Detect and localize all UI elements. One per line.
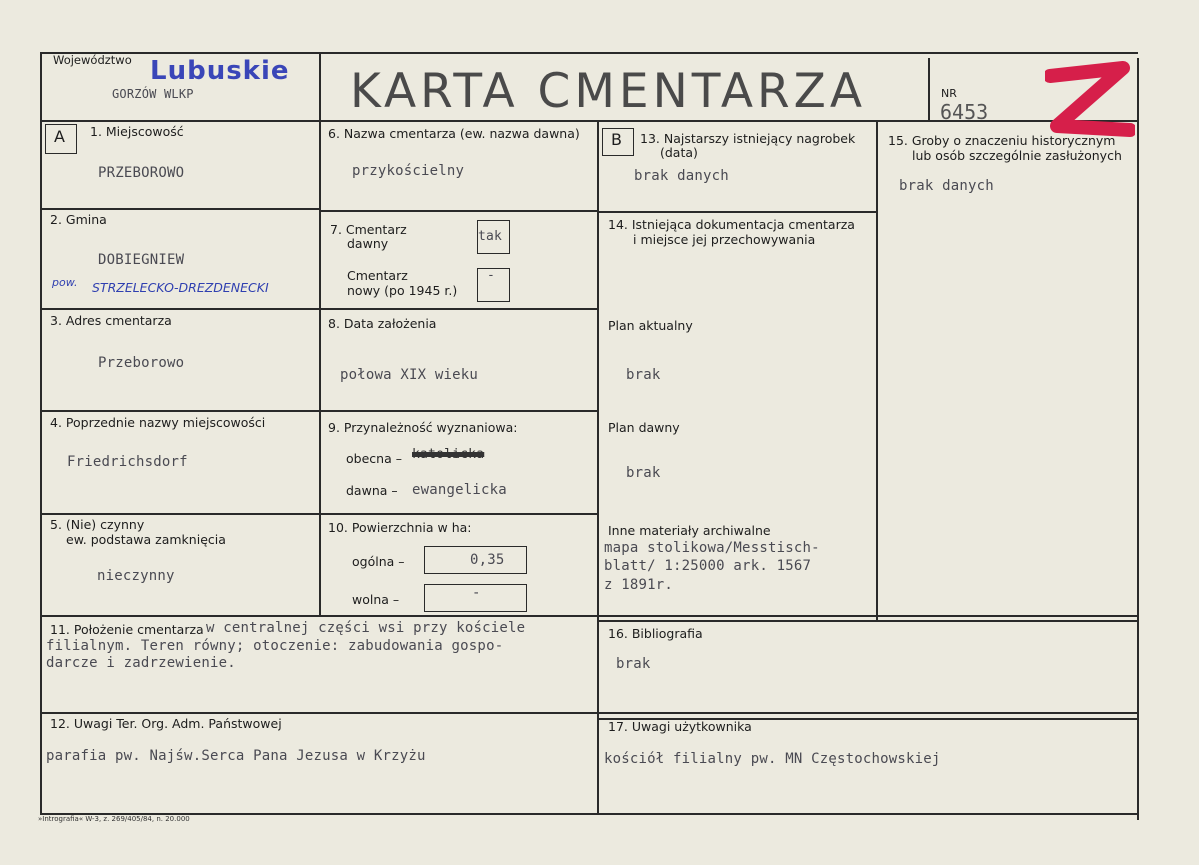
b-row-line-1: [599, 211, 876, 213]
f13-label-1: 13. Najstarszy istniejący nagrobek: [640, 131, 856, 146]
f9-dawna-value: ewangelicka: [412, 482, 507, 498]
frame-top: [42, 52, 1138, 54]
row-line-4: [42, 513, 597, 515]
f14-inne-line-1: mapa stolikowa/Messtisch-: [604, 540, 820, 556]
f9-obecna-label: obecna –: [346, 451, 402, 466]
f14-label-1: 14. Istniejąca dokumentacja cmentarza: [608, 217, 855, 232]
f11-value-line-3: darcze i zadrzewienie.: [46, 655, 236, 671]
card-title: KARTA CMENTARZA: [350, 64, 866, 119]
f17-value: kościół filialny pw. MN Częstochowskiej: [604, 751, 941, 767]
f2-pow-value: STRZELECKO-DREZDENECKI: [92, 280, 269, 295]
f10-ogolna-value: 0,35: [470, 552, 505, 568]
f2-label: 2. Gmina: [50, 212, 107, 227]
f7-nowy-label-1: Cmentarz: [347, 268, 408, 283]
f10-ogolna-label: ogólna –: [352, 554, 405, 569]
f3-value: Przeborowo: [98, 355, 185, 371]
f12-value: parafia pw. Najśw.Serca Pana Jezusa w Krzyżu: [46, 748, 426, 764]
f11-value-line-1: w centralnej części wsi przy kościele: [206, 620, 526, 636]
f7-dawny-value: tak: [478, 229, 503, 244]
f12-label: 12. Uwagi Ter. Org. Adm. Państwowej: [50, 716, 282, 731]
header-divider-1: [319, 52, 321, 617]
f5-label-1: 5. (Nie) czynny: [50, 517, 145, 532]
nr-value: 6453: [940, 100, 989, 124]
f6-value: przykościelny: [352, 163, 465, 179]
row-line-1: [42, 208, 319, 210]
row-line-5: [42, 615, 1138, 617]
f14-inne-line-2: blatt/ 1:25000 ark. 1567: [604, 558, 812, 574]
f11-label: 11. Położenie cmentarza: [50, 622, 204, 637]
f14-plan-dawny-label: Plan dawny: [608, 420, 680, 435]
f4-value: Friedrichsdorf: [67, 454, 188, 470]
mid-col-line-1: [321, 210, 597, 212]
frame-left: [40, 52, 42, 815]
f17-label: 17. Uwagi użytkownika: [608, 719, 752, 734]
f13-value: brak danych: [634, 168, 729, 184]
section-a-letter: A: [54, 127, 65, 146]
frame-bottom: [40, 813, 1139, 815]
f10-wolna-value: -: [472, 585, 481, 601]
f7-dawny-label-2: dawny: [347, 236, 389, 251]
f15-label-2: lub osób szczególnie zasłużonych: [912, 148, 1122, 163]
f7-nowy-value: -: [487, 268, 496, 283]
f2-value: DOBIEGNIEW: [98, 252, 185, 268]
row-line-6: [42, 712, 1138, 714]
f9-dawna-label: dawna –: [346, 483, 398, 498]
row-line-2: [42, 308, 597, 310]
f5-value: nieczynny: [97, 568, 175, 584]
nr-label: NR: [941, 87, 957, 100]
f6-label: 6. Nazwa cmentarza (ew. nazwa dawna): [328, 126, 580, 141]
f11-value-line-2: filialnym. Teren równy; otoczenie: zabudowania gospo-: [46, 638, 504, 654]
f15-label-1: 15. Groby o znaczeniu historycznym: [888, 133, 1116, 148]
f15-value: brak danych: [899, 178, 994, 194]
col-divider-b15: [876, 122, 878, 620]
wojewodztwo-typed: GORZÓW WLKP: [112, 87, 194, 101]
f14-plan-aktualny-label: Plan aktualny: [608, 318, 693, 333]
f9-obecna-value: katolicka: [412, 447, 485, 462]
b-bottom-line: [599, 620, 1139, 622]
f7-dawny-label-1: 7. Cmentarz: [330, 222, 407, 237]
f14-plan-aktualny-value: brak: [626, 367, 661, 383]
f7-nowy-label-2: nowy (po 1945 r.): [347, 283, 458, 298]
f14-plan-dawny-value: brak: [626, 465, 661, 481]
f2-pow-prefix: pow.: [52, 276, 78, 289]
f16-value: brak: [616, 656, 651, 672]
f1-label: 1. Miejscowość: [90, 124, 184, 139]
f8-label: 8. Data założenia: [328, 316, 437, 331]
f14-inne-label: Inne materiały archiwalne: [608, 523, 771, 538]
f9-label: 9. Przynależność wyznaniowa:: [328, 420, 518, 435]
header-divider-2: [928, 58, 930, 122]
f13-label-2: (data): [660, 145, 698, 160]
f16-label: 16. Bibliografia: [608, 626, 703, 641]
wojewodztwo-label: Województwo: [53, 53, 132, 67]
f10-label: 10. Powierzchnia w ha:: [328, 520, 472, 535]
wojewodztwo-stamp: Lubuskie: [150, 56, 290, 86]
f5-label-2: ew. podstawa zamknięcia: [66, 532, 226, 547]
section-b-letter: B: [611, 130, 622, 149]
f14-inne-line-3: z 1891r.: [604, 577, 674, 593]
f4-label: 4. Poprzednie nazwy miejscowości: [50, 415, 266, 430]
f3-label: 3. Adres cmentarza: [50, 313, 172, 328]
f1-value: PRZEBOROWO: [98, 165, 185, 181]
f10-wolna-label: wolna –: [352, 592, 400, 607]
f8-value: połowa XIX wieku: [340, 367, 479, 383]
red-z-mark: [1045, 58, 1135, 138]
frame-right: [1137, 58, 1139, 820]
row-line-3: [42, 410, 597, 412]
f14-label-2: i miejsce jej przechowywania: [633, 232, 816, 247]
print-footer: »Intrografia« W-3, z. 269/405/84, n. 20.000: [38, 815, 190, 823]
